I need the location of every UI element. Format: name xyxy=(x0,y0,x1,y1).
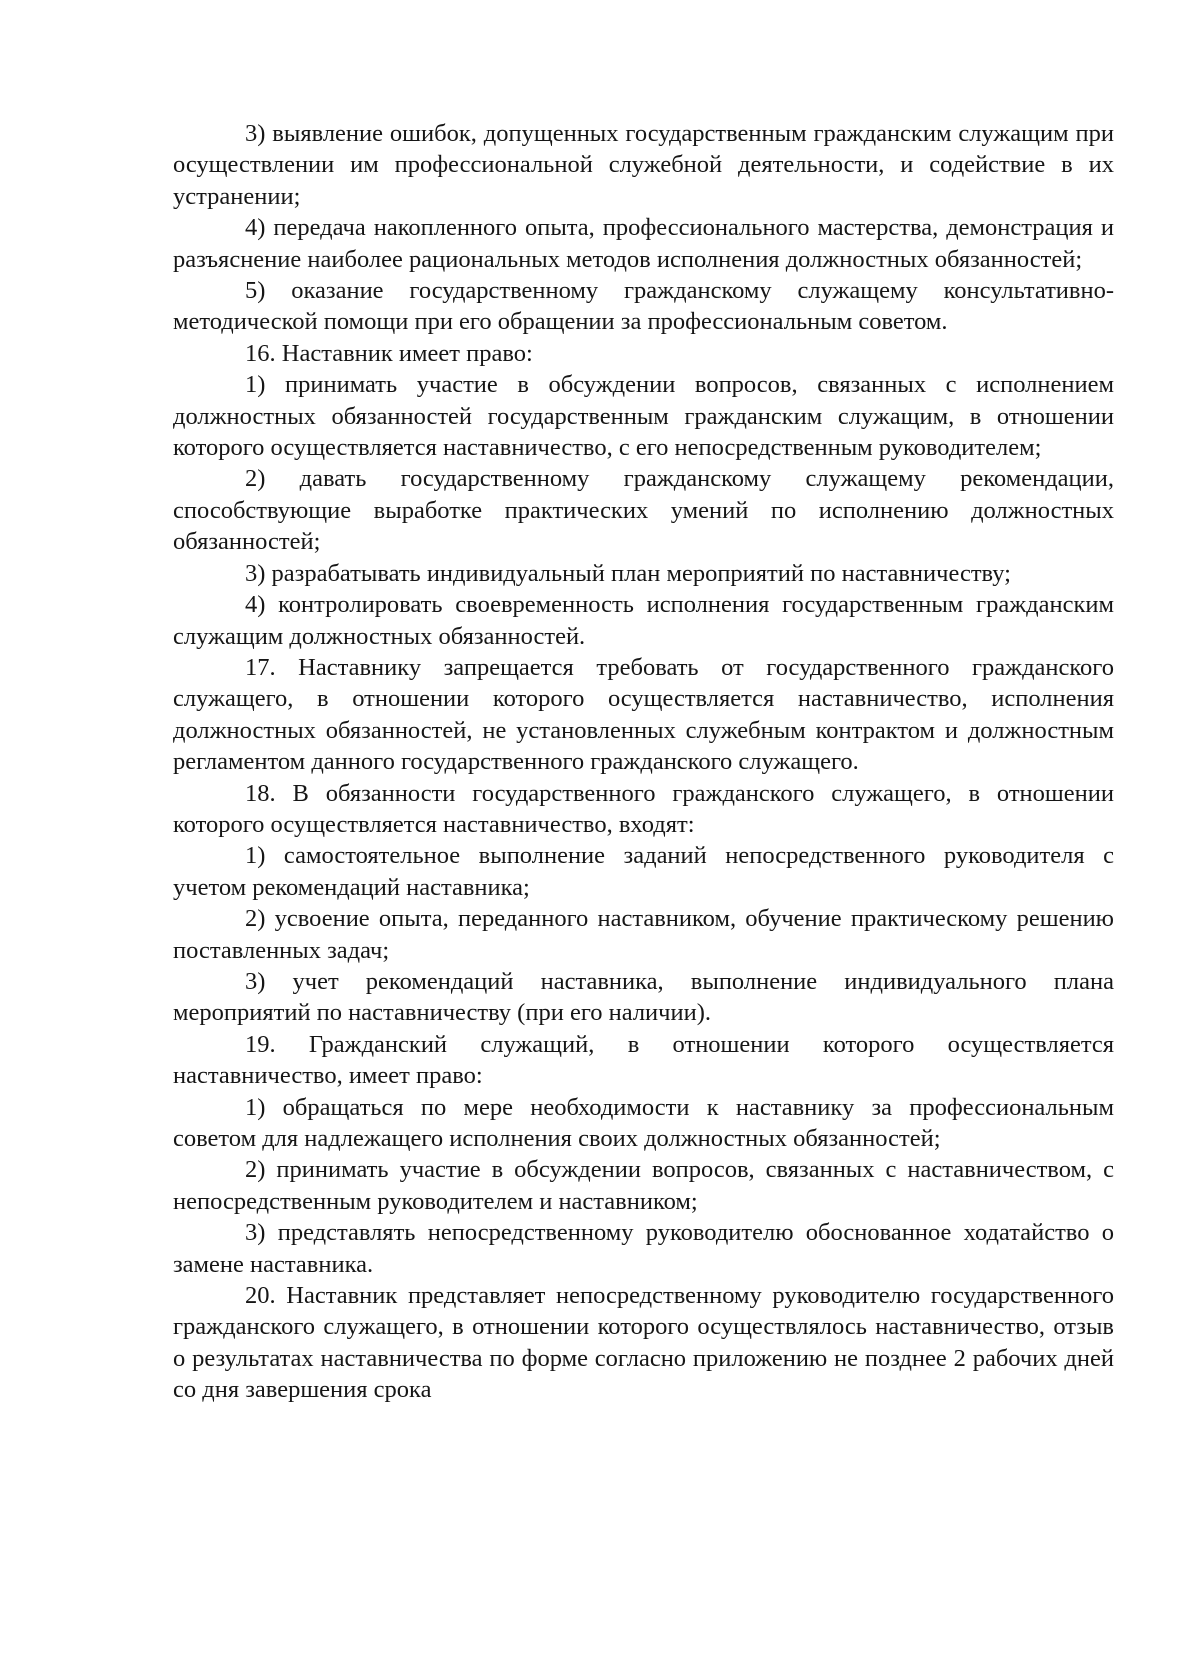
paragraph-section-19: 19. Гражданский служащий, в отношении которого осуществляется наставничество, имеет право: xyxy=(173,1030,1114,1090)
paragraph-18-item-1: 1) самостоятельное выполнение заданий непосредственного руководителя с учетом рекомендаций наставника; xyxy=(173,842,1114,901)
paragraph-19-item-2: 2) принимать участие в обсуждении вопросов, связанных с наставничеством, с непосредственным руководителем и наставником; xyxy=(173,1156,1114,1215)
paragraph-item-3-errors: 3) выявление ошибок, допущенных государственным гражданским служащим при осуществлении им профессиональной служебной деятельности, и содействие в их устранении; xyxy=(173,120,1114,210)
paragraph-16-item-1: 1) принимать участие в обсуждении вопросов, связанных с исполнением должностных обязанностей государственным гражданским служащим, в отношении которого осуществляется наставничество, с его непосредственным руководителем; xyxy=(173,371,1114,462)
paragraph-16-item-3: 3) разрабатывать индивидуальный план мероприятий по наставничеству; xyxy=(245,559,1011,587)
paragraph-section-17: 17. Наставнику запрещается требовать от государственного гражданского служащего, в отношении которого осуществляется наставничество, исполнения должностных обязанностей, не установленных служебным контрактом и должностным регламентом данного государственного гражданского служащего. xyxy=(173,653,1114,776)
paragraph-19-item-3: 3) представлять непосредственному руководителю обоснованное ходатайство о замене наставника. xyxy=(173,1219,1114,1278)
paragraph-16-item-4: 4) контролировать своевременность исполнения государственным гражданским служащим должностных обязанностей. xyxy=(173,591,1114,650)
paragraph-section-20: 20. Наставник представляет непосредственному руководителю государственного гражданского служащего, в отношении которого осуществлялось наставничество, отзыв о результатах наставничества по форме согласно приложению не позднее 2 рабочих дней со дня завершения срока xyxy=(173,1282,1114,1404)
paragraph-18-item-2: 2) усвоение опыта, переданного наставником, обучение практическому решению поставленных задач; xyxy=(173,905,1114,964)
paragraph-section-16: 16. Наставник имеет право: xyxy=(245,339,533,367)
paragraph-item-4-experience: 4) передача накопленного опыта, профессионального мастерства, демонстрация и разъяснение наиболее рациональных методов исполнения должностных обязанностей; xyxy=(173,214,1114,273)
paragraph-item-5-consulting: 5) оказание государственному гражданскому служащему консультативно-методической помощи при его обращении за профессиональным советом. xyxy=(173,277,1114,336)
paragraph-16-item-2: 2) давать государственному гражданскому служащему рекомендации, способствующие выработке практических умений по исполнению должностных обязанностей; xyxy=(173,465,1114,556)
document-page xyxy=(173,118,1114,1406)
paragraph-section-18: 18. В обязанности государственного гражданского служащего, в отношении которого осуществляется наставничество, входят: xyxy=(173,779,1114,838)
paragraph-19-item-1: 1) обращаться по мере необходимости к наставнику за профессиональным советом для надлежащего исполнения своих должностных обязанностей; xyxy=(173,1093,1114,1152)
paragraph-18-item-3: 3) учет рекомендаций наставника, выполнение индивидуального плана мероприятий по наставничеству (при его наличии). xyxy=(173,967,1114,1027)
